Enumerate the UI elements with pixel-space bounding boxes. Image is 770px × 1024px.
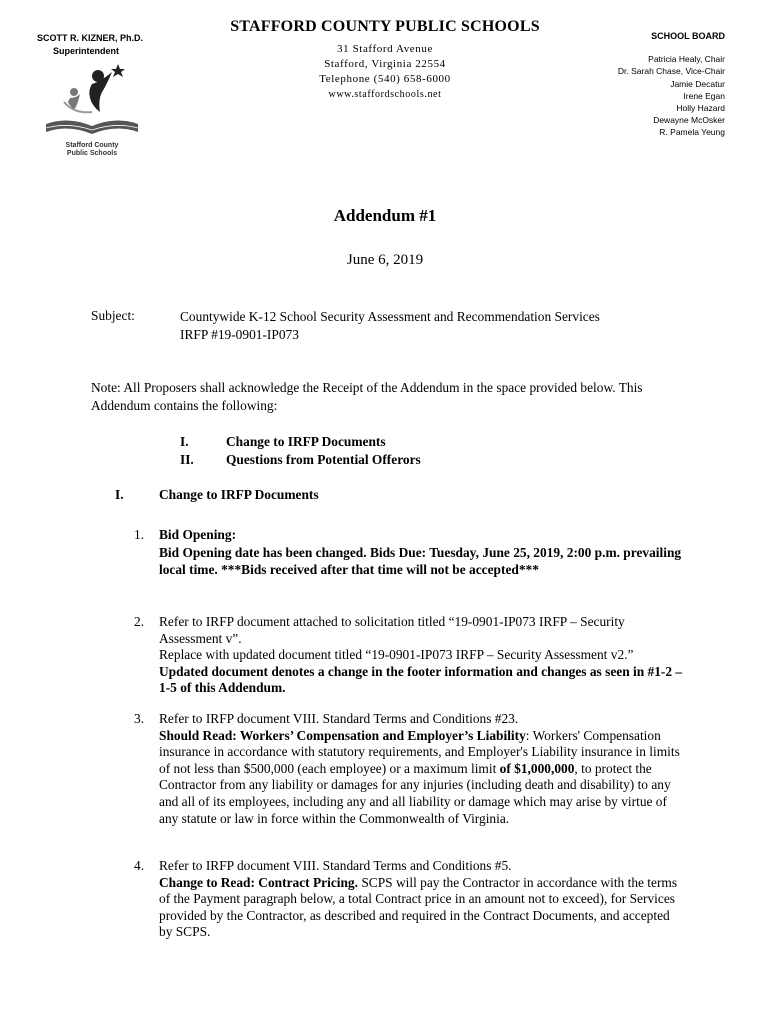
item-text: Replace with updated document titled “19-0901-IP073 IRFP – Security Assessment v2.” [159, 647, 634, 663]
board-member: Dewayne McOsker [653, 115, 725, 126]
small-figure-head [70, 88, 78, 96]
board-member: Irene Egan [683, 90, 725, 101]
school-board-title: SCHOOL BOARD [651, 31, 725, 41]
contents-list [180, 433, 580, 473]
contents-item-number: II. [180, 452, 194, 467]
list-item [134, 526, 684, 579]
item-number: 3. [134, 711, 145, 726]
item-text: SCPS will pay the Contractor in accordance with the terms of the Payment paragraph below, a total Contract price in an amount not to exceed), for Services provided by the Contractor, as described and required in the Contract Documents, and accepted by SCPS. [159, 874, 678, 940]
section-title: Change to IRFP Documents [159, 487, 319, 502]
logo-text-2: Public Schools [66, 150, 118, 157]
district-name: STAFFORD COUNTY PUBLIC SCHOOLS [230, 18, 540, 35]
item-text: , to protect the Contractor from any liability or damages for any injuries (including death and disability) to any and all of its employees, including any and all liability or damage which may arise by virtue of any statute or law in force within the Commonwealth of Virginia. [159, 760, 671, 826]
contents-item [180, 433, 580, 451]
item-text: : Workers' Compensation insurance in accordance with statutory requirements, and Employer's Liability insurance in limits of not less than $500,000 (each employee) or a maximum limit [159, 727, 680, 776]
superintendent-title: Superintendent [53, 46, 120, 56]
book-icon [46, 120, 138, 134]
address-line-2: Stafford, Virginia 22554 [324, 58, 446, 70]
item-paragraph [159, 728, 684, 828]
board-member: Holly Hazard [676, 103, 725, 114]
superintendent-block [37, 32, 143, 58]
board-member: Jamie Decatur [670, 78, 725, 89]
item-number: 2. [134, 614, 145, 629]
document-date: June 6, 2019 [346, 252, 424, 268]
logo-text-1: Stafford County [65, 142, 119, 149]
district-logo [40, 62, 145, 162]
note-paragraph: Note: All Proposers shall acknowledge the Receipt of the Addendum in the space provided below. This Addendum contains the following: [91, 380, 643, 413]
list-item [134, 614, 684, 697]
item-paragraph [159, 875, 684, 941]
item-text: Refer to IRFP document VIII. Standard Terms and Conditions #23. [159, 711, 519, 726]
item-bold-amount: of $1,000,000 [499, 760, 575, 776]
item-heading: Bid Opening: [159, 527, 237, 542]
subject-text [180, 308, 600, 344]
contents-item-label: Change to IRFP Documents [226, 434, 386, 449]
document-title: Addendum #1 [333, 206, 437, 225]
board-member: Patricia Healy, Chair [648, 54, 725, 65]
item-text: Refer to IRFP document attached to solicitation titled “19-0901-IP073 IRFP – Security Assessment v”. [159, 614, 625, 646]
contents-item [180, 451, 580, 469]
item-bold-lead: Change to Read: Contract Pricing. [159, 874, 358, 890]
item-bold-lead: Should Read: Workers’ Compensation and Employer’s Liability [159, 727, 526, 743]
address-line-1: 31 Stafford Avenue [337, 43, 433, 55]
subject-line-1: Countywide K-12 School Security Assessment and Recommendation Services [180, 309, 600, 324]
item-number: 4. [134, 858, 145, 873]
item-text: Bid Opening date has been changed. Bids Due: Tuesday, June 25, 2019, 2:00 p.m. prevailing local time. ***Bids received after that time will not be accepted*** [159, 544, 682, 578]
board-member: Dr. Sarah Chase, Vice-Chair [617, 66, 725, 77]
item-number: 1. [134, 527, 145, 542]
list-item [134, 858, 684, 941]
item-text: Refer to IRFP document VIII. Standard Terms and Conditions #5. [159, 858, 512, 873]
contents-item-label: Questions from Potential Offerors [226, 452, 421, 467]
list-item [134, 711, 684, 827]
board-member: R. Pamela Yeung [659, 127, 725, 138]
website[interactable]: www.staffordschools.net [328, 89, 442, 100]
subject-line-2: IRFP #19-0901-IP073 [180, 327, 299, 342]
swoosh [64, 102, 92, 112]
telephone: Telephone (540) 658-6000 [319, 73, 451, 85]
district-address-block [200, 18, 570, 102]
contents-item-number: I. [180, 434, 189, 449]
subject-label: Subject: [91, 308, 135, 323]
superintendent-name: SCOTT R. KIZNER, Ph.D. [37, 33, 144, 43]
section-number: I. [115, 487, 124, 502]
school-board-block [618, 30, 725, 139]
item-text-bold: Updated document denotes a change in the footer information and changes as seen in #1-2 – 1-5 of this Addendum. [159, 663, 683, 696]
star-icon [111, 64, 125, 77]
